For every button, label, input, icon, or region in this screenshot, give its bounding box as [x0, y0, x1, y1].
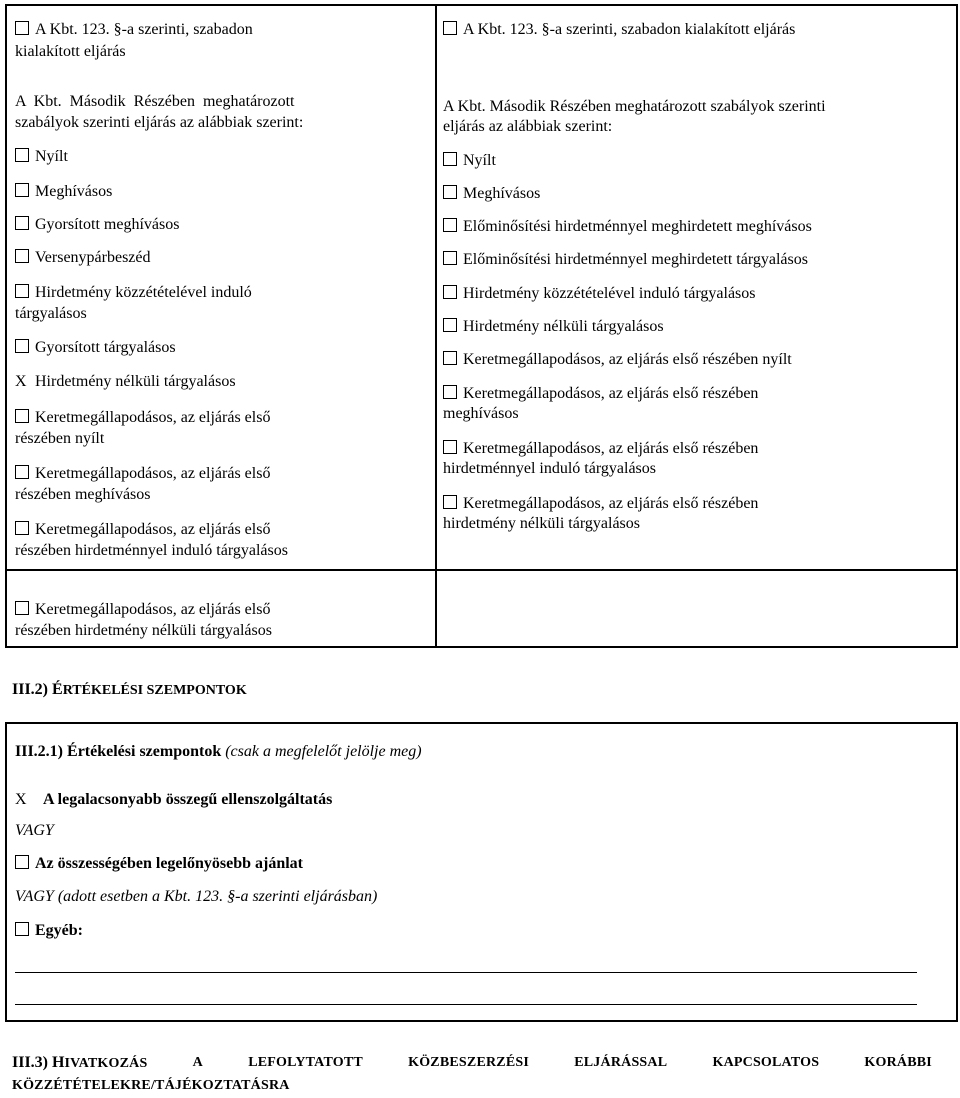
right-option-keret3[interactable]: Keretmegállapodásos, az eljárás első részében — [443, 439, 758, 459]
section-heading-3-2: III.2) ÉRTÉKELÉSI SZEMPONTOK — [12, 681, 247, 698]
right-title-option[interactable]: A Kbt. 123. §-a szerinti, szabadon kialakított eljárás — [443, 20, 795, 40]
checkbox-r-elomin-targyalasos[interactable] — [443, 251, 457, 265]
eval-vagy-1: VAGY — [15, 822, 54, 839]
checkbox-gyors-meghivasos[interactable] — [15, 216, 29, 230]
checkbox-keret3[interactable] — [15, 521, 29, 535]
right-option-elomin-meghivasos[interactable]: Előminősítési hirdetménnyel meghirdetett meghívásos — [443, 217, 812, 237]
left-option-keret4[interactable]: Keretmegállapodásos, az eljárás első — [15, 600, 270, 620]
right-option-keret4[interactable]: Keretmegállapodásos, az eljárás első részében — [443, 494, 758, 514]
checkbox-r-nyilt[interactable] — [443, 152, 457, 166]
left-title-option[interactable]: A Kbt. 123. §-a szerinti, szabadon — [15, 20, 253, 40]
checkbox-keret1[interactable] — [15, 409, 29, 423]
checkbox-r-nelkuli[interactable] — [443, 318, 457, 332]
checkbox-meghivasos[interactable] — [15, 183, 29, 197]
left-intro-line1: A Kbt. Második Részében meghatározott — [15, 93, 295, 110]
checkbox-right-title[interactable] — [443, 21, 457, 35]
right-intro-line2: eljárás az alábbiak szerint: — [443, 118, 613, 135]
right-option-keret3-line2: hirdetménnyel induló tárgyalásos — [443, 460, 656, 477]
left-option-keret3[interactable]: Keretmegállapodásos, az eljárás első — [15, 520, 270, 540]
right-option-keret2-line2: meghívásos — [443, 405, 519, 422]
right-option-nelkuli[interactable]: Hirdetmény nélküli tárgyalásos — [443, 317, 664, 337]
right-intro-line1: A Kbt. Második Részében meghatározott szabályok szerinti — [443, 98, 826, 115]
left-title-line2: kialakított eljárás — [15, 43, 126, 60]
left-option-keret2-line2: részében meghívásos — [15, 486, 151, 503]
checkbox-versenyparbeszed[interactable] — [15, 249, 29, 263]
right-option-nyilt[interactable]: Nyílt — [443, 151, 496, 171]
row-divider — [7, 569, 956, 571]
checkbox-r-keret4[interactable] — [443, 495, 457, 509]
checkbox-other[interactable] — [15, 922, 29, 936]
checkbox-r-keret3[interactable] — [443, 440, 457, 454]
section-heading-3-3 — [12, 1052, 932, 1097]
checked-mark-nelkuli[interactable]: X — [15, 373, 27, 390]
procedure-type-table — [5, 4, 958, 648]
checkbox-nyilt[interactable] — [15, 148, 29, 162]
checkbox-best[interactable] — [15, 855, 29, 869]
other-input-line-1[interactable] — [15, 972, 917, 973]
right-option-elomin-targyalasos[interactable]: Előminősítési hirdetménnyel meghirdetett tárgyalásos — [443, 250, 808, 270]
left-option-keret2[interactable]: Keretmegállapodásos, az eljárás első — [15, 464, 270, 484]
checkbox-hirdetmeny[interactable] — [15, 284, 29, 298]
eval-option-best[interactable]: Az összességében legelőnyösebb ajánlat — [15, 854, 303, 874]
left-intro-line2: szabályok szerinti eljárás az alábbiak szerint: — [15, 114, 304, 131]
right-option-meghivasos[interactable]: Meghívásos — [443, 184, 540, 204]
heading-3-3-line1: III.3) HIVATKOZÁS A LEFOLYTATOTT KÖZBESZERZÉSI ELJÁRÁSSAL KAPCSOLATOS KORÁBBI — [12, 1054, 932, 1071]
heading-3-3-line2: KÖZZÉTÉTELEKRE/TÁJÉKOZTATÁSRA — [12, 1078, 290, 1093]
checkbox-r-elomin-meghivasos[interactable] — [443, 218, 457, 232]
column-divider — [435, 6, 437, 646]
right-option-keret4-line2: hirdetmény nélküli tárgyalásos — [443, 515, 640, 532]
checkbox-left-title[interactable] — [15, 21, 29, 35]
checkbox-r-hirdetmeny[interactable] — [443, 285, 457, 299]
left-option-keret4-line2: részében hirdetmény nélküli tárgyalásos — [15, 622, 272, 639]
left-option-hirdetmeny[interactable]: Hirdetmény közzétételével induló — [15, 283, 252, 303]
checkbox-gyors-targyalasos[interactable] — [15, 339, 29, 353]
eval-option-lowest[interactable]: X A legalacsonyabb összegű ellenszolgáltatás — [15, 791, 333, 808]
checked-mark-lowest[interactable]: X — [15, 791, 27, 808]
right-option-hirdetmeny[interactable]: Hirdetmény közzétételével induló tárgyalásos — [443, 284, 756, 304]
right-option-keret1[interactable]: Keretmegállapodásos, az eljárás első részében nyílt — [443, 350, 792, 370]
checkbox-r-meghivasos[interactable] — [443, 185, 457, 199]
other-input-line-2[interactable] — [15, 1004, 917, 1005]
checkbox-keret2[interactable] — [15, 465, 29, 479]
left-option-gyors-targyalasos[interactable]: Gyorsított tárgyalásos — [15, 338, 176, 358]
left-option-hirdetmeny-line2: tárgyalásos — [15, 305, 87, 322]
checkbox-keret4[interactable] — [15, 601, 29, 615]
left-option-meghivasos[interactable]: Meghívásos — [15, 182, 112, 202]
left-option-gyors-meghivasos[interactable]: Gyorsított meghívásos — [15, 215, 179, 235]
checkbox-r-keret1[interactable] — [443, 351, 457, 365]
eval-option-other[interactable]: Egyéb: — [15, 921, 83, 941]
eval-label: III.2.1) Értékelési szempontok (csak a megfelelőt jelölje meg) — [15, 743, 422, 760]
left-option-versenyparbeszed[interactable]: Versenypárbeszéd — [15, 248, 151, 268]
right-option-keret2[interactable]: Keretmegállapodásos, az eljárás első részében — [443, 384, 758, 404]
eval-vagy-2: VAGY (adott esetben a Kbt. 123. §-a szerinti eljárásban) — [15, 888, 378, 905]
evaluation-criteria-box — [5, 722, 958, 1022]
left-option-nelkuli[interactable]: X Hirdetmény nélküli tárgyalásos — [15, 373, 236, 390]
left-option-keret1[interactable]: Keretmegállapodásos, az eljárás első — [15, 408, 270, 428]
left-option-keret3-line2: részében hirdetménnyel induló tárgyalásos — [15, 542, 288, 559]
left-option-keret1-line2: részében nyílt — [15, 430, 105, 447]
left-option-nyilt[interactable]: Nyílt — [15, 147, 68, 167]
checkbox-r-keret2[interactable] — [443, 385, 457, 399]
